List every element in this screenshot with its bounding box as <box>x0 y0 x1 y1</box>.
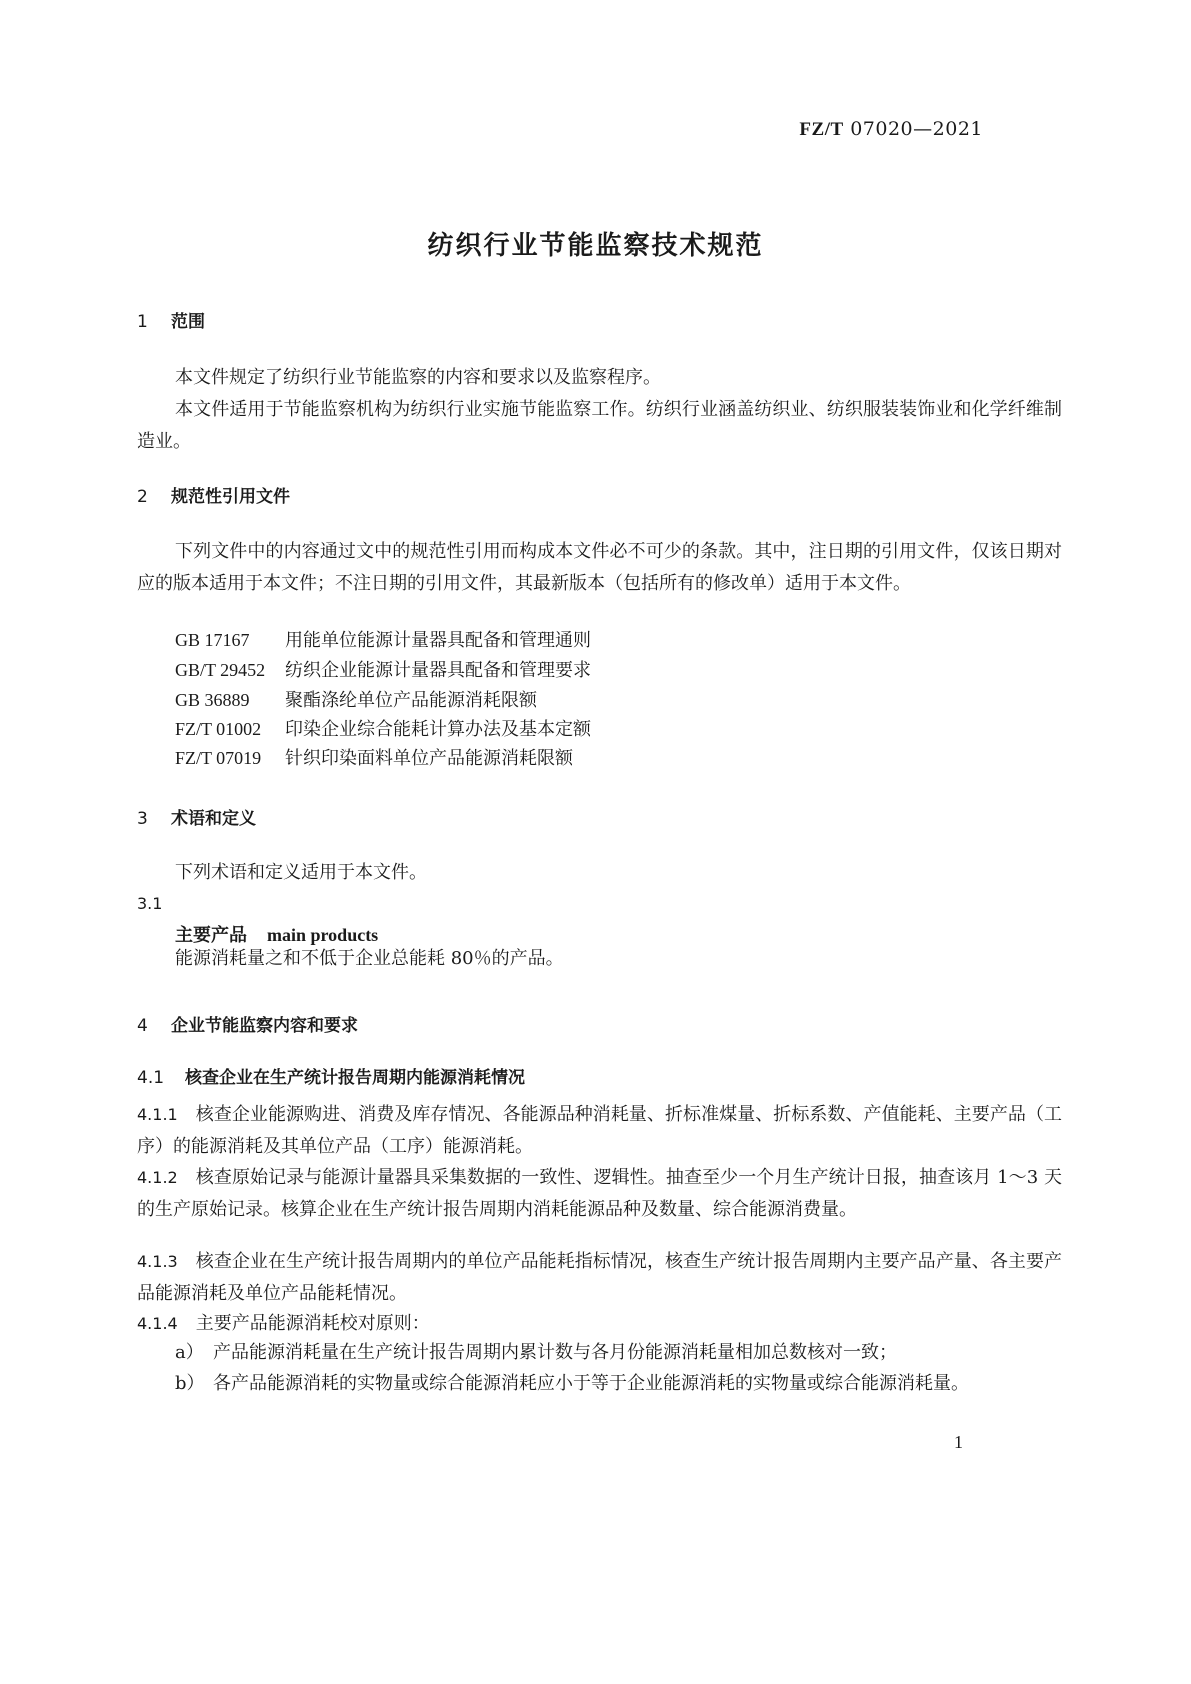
clause-4-1-2: 4.1.2 核查原始记录与能源计量器具采集数据的一致性、逻辑性。抽查至少一个月生产统计日报，抽查该月 1～3 天的生产原始记录。核算企业在生产统计报告周期内消耗能源品种及数量、综合能源消费量。 <box>137 1167 1062 1220</box>
clause-4-1-1: 4.1.1 核查企业能源购进、消费及库存情况、各能源品种消耗量、折标准煤量、折标系数、产值能耗、主要产品（工序）的能源消耗及其单位产品（工序）能源消耗。 <box>137 1104 1062 1157</box>
clause-4-1-4: 4.1.4 主要产品能源消耗校对原则： <box>137 1313 430 1334</box>
term-number: 3.1 <box>137 894 163 913</box>
paragraph: 下列术语和定义适用于本文件。 <box>175 862 427 883</box>
reference-item: GB/T 29452 纺织企业能源计量器具配备和管理要求 <box>175 660 591 681</box>
paragraph: 下列文件中的内容通过文中的规范性引用而构成本文件必不可少的条款。其中，注日期的引用文件，仅该日期对应的版本适用于本文件；不注日期的引用文件，其最新版本（包括所有的修改单）适用于本文件。 <box>137 541 1062 594</box>
reference-item: GB 17167 用能单位能源计量器具配备和管理通则 <box>175 630 591 651</box>
section-heading-scope: 1 范围 <box>137 312 205 332</box>
document-title: 纺织行业节能监察技术规范 <box>427 231 764 261</box>
term-definition: 能源消耗量之和不低于企业总能耗 80％的产品。 <box>175 948 564 969</box>
reference-item: GB 36889 聚酯涤纶单位产品能源消耗限额 <box>175 690 537 711</box>
reference-item: FZ/T 01002 印染企业综合能耗计算办法及基本定额 <box>175 719 591 740</box>
standard-code: FZ/T 07020—2021 <box>799 118 983 140</box>
section-heading-content: 4 企业节能监察内容和要求 <box>137 1016 358 1036</box>
reference-item: FZ/T 07019 针织印染面料单位产品能源消耗限额 <box>175 748 573 769</box>
paragraph: 本文件适用于节能监察机构为纺织行业实施节能监察工作。纺织行业涵盖纺织业、纺织服装装饰业和化学纤维制造业。 <box>137 399 1062 452</box>
list-item: a） 产品能源消耗量在生产统计报告周期内累计数与各月份能源消耗量相加总数核对一致； <box>175 1342 897 1363</box>
page-number: 1 <box>954 1432 963 1452</box>
section-heading-references: 2 规范性引用文件 <box>137 487 290 507</box>
term-entry: 主要产品 main products <box>175 925 379 946</box>
clause-4-1-3: 4.1.3 核查企业在生产统计报告周期内的单位产品能耗指标情况，核查生产统计报告周期内主要产品产量、各主要产品能源消耗及单位产品能耗情况。 <box>137 1251 1062 1304</box>
paragraph: 本文件规定了纺织行业节能监察的内容和要求以及监察程序。 <box>175 367 661 388</box>
section-heading-terms: 3 术语和定义 <box>137 809 256 829</box>
subsection-heading: 4.1 核查企业在生产统计报告周期内能源消耗情况 <box>137 1068 525 1088</box>
list-item: b） 各产品能源消耗的实物量或综合能源消耗应小于等于企业能源消耗的实物量或综合能源消耗量。 <box>175 1373 969 1394</box>
